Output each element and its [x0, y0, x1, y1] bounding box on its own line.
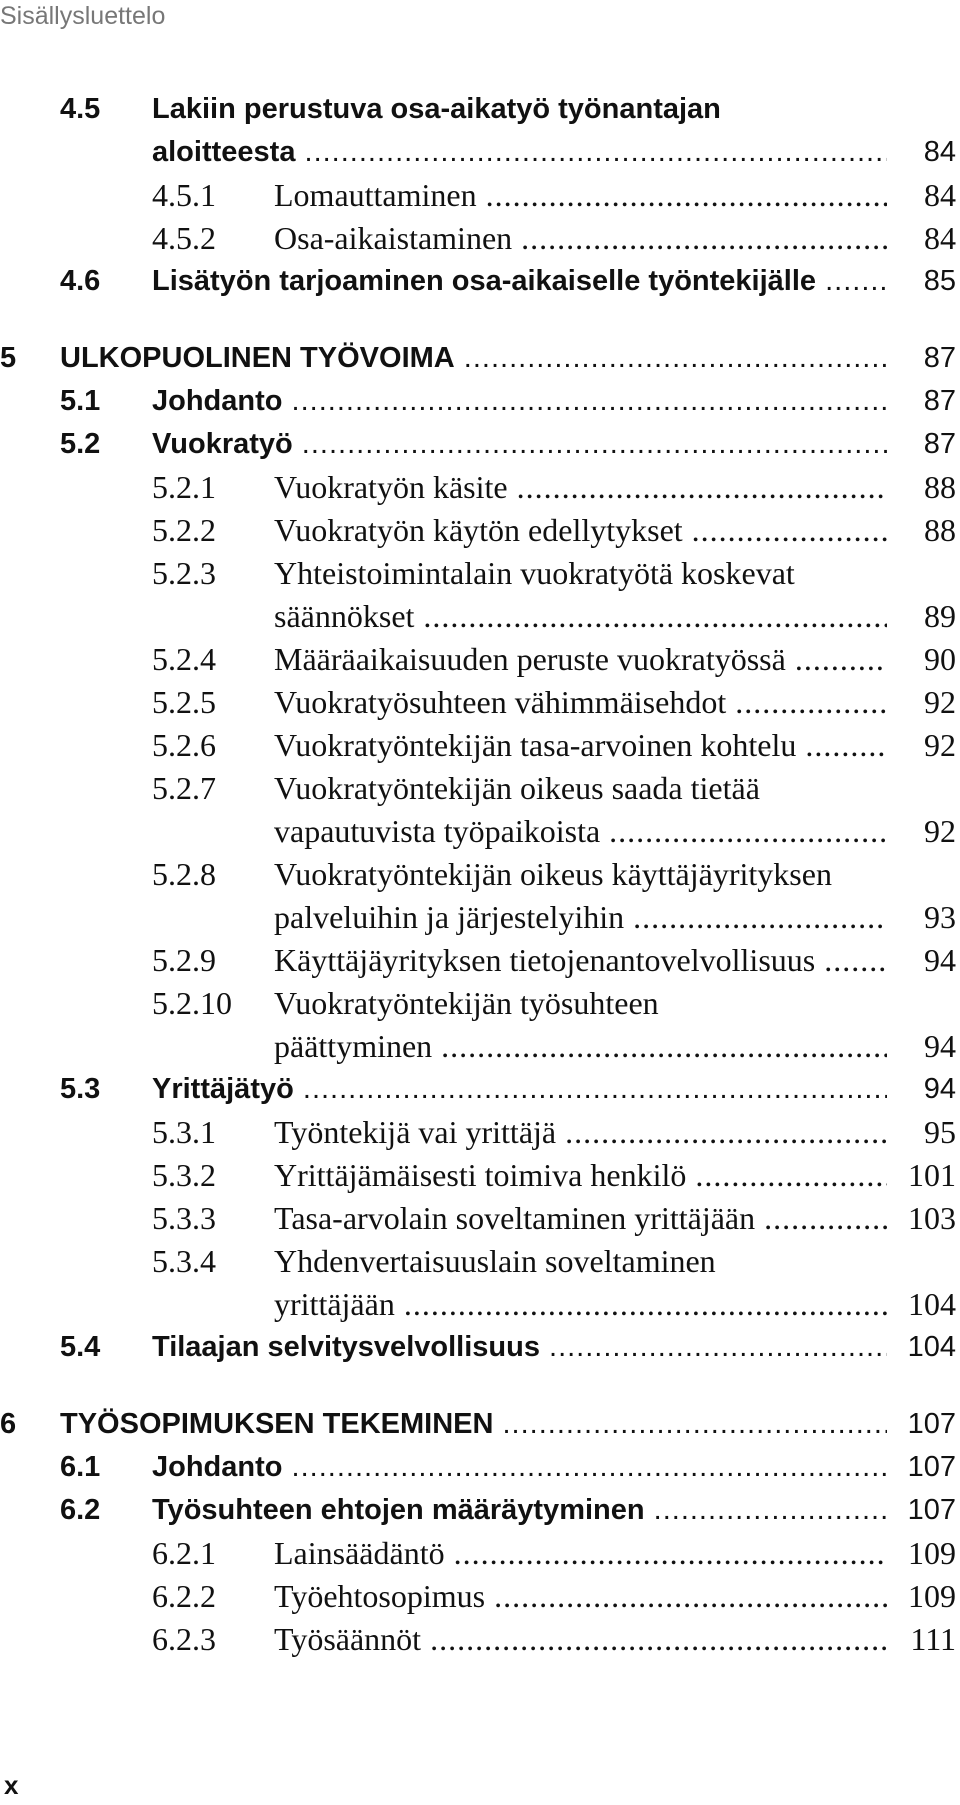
toc-entry-page: 104 [908, 1286, 956, 1322]
toc-entry-title: Vuokratyöntekijän työsuhteen [274, 985, 659, 1021]
toc-entry[interactable] [0, 552, 960, 638]
toc-entry-title: säännökset [274, 598, 415, 634]
toc-entry-title: Johdanto [152, 1451, 283, 1483]
toc-entry-title: Vuokratyön käytön edellytykset [274, 512, 683, 548]
toc-entry-number: 6.1 [60, 1451, 101, 1483]
toc-entry-title: palveluihin ja järjestelyihin [274, 899, 625, 935]
toc-entry-number: 5.2.2 [152, 512, 216, 548]
toc-entry-number: 5.3.3 [152, 1200, 216, 1236]
toc-entry-number: 4.5.1 [152, 177, 216, 213]
toc-entry-title: Vuokratyösuhteen vähimmäisehdot [274, 684, 727, 720]
toc-entry-number: 4.5.2 [152, 220, 216, 256]
toc-entry-page: 89 [924, 598, 956, 634]
toc-entry-page: 111 [910, 1621, 956, 1657]
toc-entry-page: 85 [923, 265, 956, 297]
toc-entry-title: Vuokratyöntekijän oikeus saada tietää [274, 770, 760, 806]
toc-entry[interactable] [0, 217, 960, 260]
toc-entry[interactable] [0, 509, 960, 552]
toc-entry-title: Lisätyön tarjoaminen osa-aikaiselle työntekijälle [152, 265, 817, 297]
toc-entry[interactable] [0, 1446, 960, 1489]
toc-entry-title: yrittäjään [274, 1286, 395, 1322]
toc-entry-number: 6.2.1 [152, 1535, 216, 1571]
toc-entry[interactable] [0, 466, 960, 509]
toc-entry[interactable] [0, 724, 960, 767]
toc-entry-title: vapautuvista työpaikoista [274, 813, 601, 849]
toc-entry-page: 101 [908, 1157, 956, 1193]
toc-entry-number: 5.2 [60, 428, 101, 460]
toc-entry-number: 5.2.9 [152, 942, 216, 978]
toc-entry-page: 109 [908, 1535, 956, 1571]
toc-entry[interactable] [0, 681, 960, 724]
toc-entry-title: Vuokratyön käsite [274, 469, 508, 505]
table-of-contents [0, 88, 960, 1661]
toc-entry[interactable] [0, 1154, 960, 1197]
toc-entry-page: 107 [907, 1408, 956, 1440]
toc-entry-page: 109 [908, 1578, 956, 1614]
page-number-footer: x [4, 1770, 19, 1800]
toc-entry-title: Osa-aikaistaminen [274, 220, 513, 256]
toc-entry[interactable] [0, 853, 960, 939]
toc-entry-page: 95 [924, 1114, 956, 1150]
toc-entry-title: Lomauttaminen [274, 177, 477, 213]
toc-entry-number: 5 [0, 342, 17, 374]
toc-entry-title: Vuokratyöntekijän tasa-arvoinen kohtelu [274, 727, 797, 763]
toc-entry-number: 6.2 [60, 1494, 101, 1526]
toc-entry-page: 92 [924, 727, 956, 763]
toc-entry-page: 84 [923, 136, 956, 168]
toc-entry[interactable] [0, 1618, 960, 1661]
toc-entry-number: 5.3.2 [152, 1157, 216, 1193]
toc-entry-number: 6.2.2 [152, 1578, 216, 1614]
toc-entry[interactable] [0, 174, 960, 217]
toc-entry-page: 104 [907, 1331, 956, 1363]
toc-entry-page: 103 [908, 1200, 956, 1236]
toc-entry-title: Työehtosopimus [274, 1578, 486, 1614]
toc-entry-title: Tasa-arvolain soveltaminen yrittäjään [274, 1200, 756, 1236]
toc-entry[interactable] [0, 1240, 960, 1326]
toc-entry[interactable] [0, 1197, 960, 1240]
toc-entry-number: 4.5 [60, 93, 101, 125]
toc-entry-title: TYÖSOPIMUKSEN TEKEMINEN [60, 1408, 494, 1440]
toc-entry-page: 87 [923, 428, 956, 460]
toc-entry-number: 5.3.4 [152, 1243, 216, 1279]
toc-entry[interactable] [0, 1326, 960, 1369]
toc-entry-number: 6 [0, 1408, 17, 1440]
toc-entry[interactable] [0, 1575, 960, 1618]
toc-entry[interactable] [0, 337, 960, 380]
toc-entry-number: 5.2.8 [152, 856, 216, 892]
toc-entry-title: Lainsäädäntö [274, 1535, 445, 1571]
toc-entry-page: 94 [923, 1073, 956, 1105]
toc-entry-title: aloitteesta [152, 136, 296, 168]
toc-entry-title: Lakiin perustuva osa-aikatyö työnantajan [152, 93, 721, 125]
toc-entry-number: 5.3.1 [152, 1114, 216, 1150]
toc-entry-title: Työsuhteen ehtojen määräytyminen [152, 1494, 645, 1526]
running-header: Sisällysluettelo [0, 2, 166, 30]
toc-entry-title: Vuokratyöntekijän oikeus käyttäjäyrityksen [274, 856, 832, 892]
toc-entry-page: 107 [907, 1494, 956, 1526]
toc-entry-title: Yrittäjämäisesti toimiva henkilö [274, 1157, 687, 1193]
toc-entry[interactable] [0, 380, 960, 423]
toc-entry-title: Määräaikaisuuden peruste vuokratyössä [274, 641, 786, 677]
toc-entry-page: 84 [924, 220, 956, 256]
toc-entry-page: 107 [907, 1451, 956, 1483]
toc-entry-number: 5.2.5 [152, 684, 216, 720]
toc-entry-page: 92 [924, 813, 956, 849]
toc-entry[interactable] [0, 1532, 960, 1575]
toc-entry[interactable] [0, 638, 960, 681]
toc-entry-page: 87 [923, 342, 956, 374]
toc-entry[interactable] [0, 982, 960, 1068]
toc-entry-page: 94 [924, 942, 956, 978]
toc-entry-number: 5.1 [60, 385, 101, 417]
toc-entry-title: Tilaajan selvitysvelvollisuus [152, 1331, 540, 1363]
toc-entry-number: 5.2.10 [152, 985, 232, 1021]
toc-entry-page: 94 [924, 1028, 956, 1064]
toc-entry-title: Yrittäjätyö [152, 1073, 294, 1105]
toc-entry-number: 5.2.6 [152, 727, 216, 763]
toc-entry-number: 6.2.3 [152, 1621, 216, 1657]
toc-entry-page: 93 [924, 899, 956, 935]
toc-entry-page: 92 [924, 684, 956, 720]
toc-entry-number: 5.2.4 [152, 641, 216, 677]
toc-entry-title: Johdanto [152, 385, 283, 417]
toc-entry-title: Käyttäjäyrityksen tietojenantovelvollisuus [274, 942, 816, 978]
toc-entry-number: 5.2.1 [152, 469, 216, 505]
toc-entry-title: päättyminen [274, 1028, 433, 1064]
toc-entry-title: Yhteistoimintalain vuokratyötä koskevat [274, 555, 795, 591]
toc-entry-page: 90 [924, 641, 956, 677]
toc-entry[interactable] [0, 423, 960, 466]
toc-entry-number: 5.3 [60, 1073, 101, 1105]
toc-entry[interactable] [0, 1111, 960, 1154]
toc-entry[interactable] [0, 260, 960, 303]
toc-entry[interactable] [0, 1489, 960, 1532]
toc-entry[interactable] [0, 88, 960, 174]
toc-entry-page: 84 [924, 177, 956, 213]
toc-entry-title: ULKOPUOLINEN TYÖVOIMA [60, 342, 455, 374]
toc-entry-title: Yhdenvertaisuuslain soveltaminen [274, 1243, 716, 1279]
toc-entry-number: 5.4 [60, 1331, 101, 1363]
toc-entry-number: 5.2.7 [152, 770, 216, 806]
toc-entry-title: Työsäännöt [274, 1621, 422, 1657]
toc-entry-page: 88 [924, 512, 956, 548]
toc-entry[interactable] [0, 1068, 960, 1111]
toc-entry-title: Vuokratyö [152, 428, 293, 460]
toc-entry-page: 87 [923, 385, 956, 417]
toc-entry-number: 5.2.3 [152, 555, 216, 591]
toc-entry-number: 4.6 [60, 265, 101, 297]
toc-entry-title: Työntekijä vai yrittäjä [274, 1114, 557, 1150]
toc-entry-page: 88 [924, 469, 956, 505]
toc-entry[interactable] [0, 939, 960, 982]
toc-entry[interactable] [0, 767, 960, 853]
toc-entry[interactable] [0, 1403, 960, 1446]
